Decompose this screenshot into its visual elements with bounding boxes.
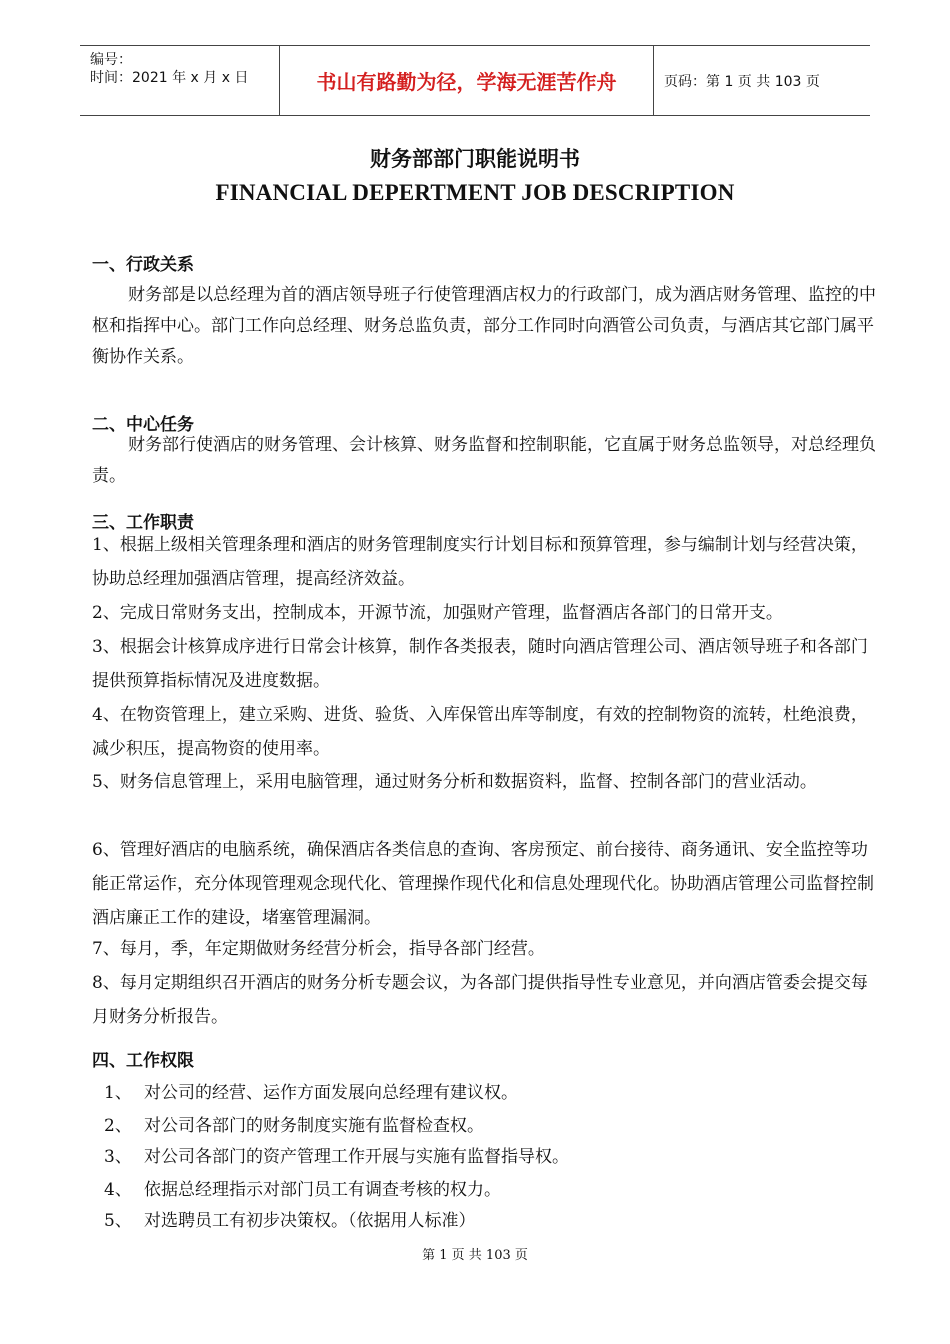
authority-number: 1、 <box>104 1083 132 1103</box>
authority-item-4 <box>104 1175 501 1200</box>
section-heading-1: 一、行政关系 <box>92 255 194 275</box>
document-header <box>80 45 870 116</box>
header-page-label: 页码：第 1 页 共 103 页 <box>664 73 820 90</box>
duty-item-1: 1、根据上级相关管理条理和酒店的财务管理制度实行计划目标和预算管理，参与编制计划与经营决策，协助总经理加强酒店管理，提高经济效益。 <box>92 535 868 589</box>
duty-item-7: 7、每月，季，年定期做财务经营分析会，指导各部门经营。 <box>92 939 545 959</box>
authority-number: 3、 <box>104 1147 132 1167</box>
document-title-en: FINANCIAL DEPERTMENT JOB DESCRIPTION <box>215 180 735 205</box>
authority-number: 4、 <box>104 1180 132 1200</box>
duty-item-2: 2、完成日常财务支出，控制成本，开源节流，加强财产管理，监督酒店各部门的日常开支。 <box>92 603 783 623</box>
duty-item-3: 3、根据会计核算成序进行日常会计核算，制作各类报表，随时向酒店管理公司、酒店领导班子和各部门提供预算指标情况及进度数据。 <box>92 637 868 691</box>
authority-number: 5、 <box>104 1211 132 1231</box>
authority-text: 对公司的经营、运作方面发展向总经理有建议权。 <box>144 1083 518 1103</box>
authority-number: 2、 <box>104 1116 132 1136</box>
time-label: 时间：2021 年 x 月 x 日 <box>90 70 249 86</box>
section-heading-3: 三、工作职责 <box>92 513 194 533</box>
authority-item-2 <box>104 1111 484 1136</box>
header-motto: 书山有路勤为径，学海无涯苦作舟 <box>280 46 654 115</box>
authority-item-1 <box>104 1078 518 1103</box>
section-heading-4: 四、工作权限 <box>92 1051 194 1071</box>
duty-item-5: 5、财务信息管理上，采用电脑管理，通过财务分析和数据资料，监督、控制各部门的营业活动。 <box>92 772 817 792</box>
section-heading-2: 二、中心任务 <box>92 415 194 435</box>
authority-item-5 <box>104 1206 476 1231</box>
section-1-text: 财务部是以总经理为首的酒店领导班子行使管理酒店权力的行政部门，成为酒店财务管理、监控的中枢和指挥中心。部门工作向总经理、财务总监负责，部分工作同时向酒管公司负责，与酒店其它部门属平衡协作关系。 <box>92 285 876 367</box>
duty-item-6: 6、管理好酒店的电脑系统，确保酒店各类信息的查询、客房预定、前台接待、商务通讯、安全监控等功能正常运作，充分体现管理观念现代化、管理操作现代化和信息处理现代化。协助酒店管理公司监督控制酒店廉正工作的建设，堵塞管理漏洞。 <box>92 840 874 928</box>
authority-text: 对公司各部门的财务制度实施有监督检查权。 <box>144 1116 484 1136</box>
authority-text: 依据总经理指示对部门员工有调查考核的权力。 <box>144 1180 501 1200</box>
authority-item-3 <box>104 1142 569 1167</box>
duty-item-4: 4、在物资管理上，建立采购、进货、验货、入库保管出库等制度，有效的控制物资的流转，杜绝浪费，减少积压，提高物资的使用率。 <box>92 705 868 759</box>
section-2-text: 财务部行使酒店的财务管理、会计核算、财务监督和控制职能，它直属于财务总监领导，对总经理负责。 <box>92 435 876 486</box>
authority-text: 对公司各部门的资产管理工作开展与实施有监督指导权。 <box>144 1147 569 1167</box>
authority-text: 对选聘员工有初步决策权。（依据用人标准） <box>144 1211 476 1231</box>
document-title-cn: 财务部部门职能说明书 <box>370 146 580 171</box>
page-footer: 第 1 页 共 103 页 <box>422 1248 528 1263</box>
header-meta-cell <box>80 46 280 115</box>
duty-item-8: 8、每月定期组织召开酒店的财务分析专题会议，为各部门提供指导性专业意见，并向酒店管委会提交每月财务分析报告。 <box>92 973 868 1027</box>
number-label: 编号： <box>90 52 132 68</box>
